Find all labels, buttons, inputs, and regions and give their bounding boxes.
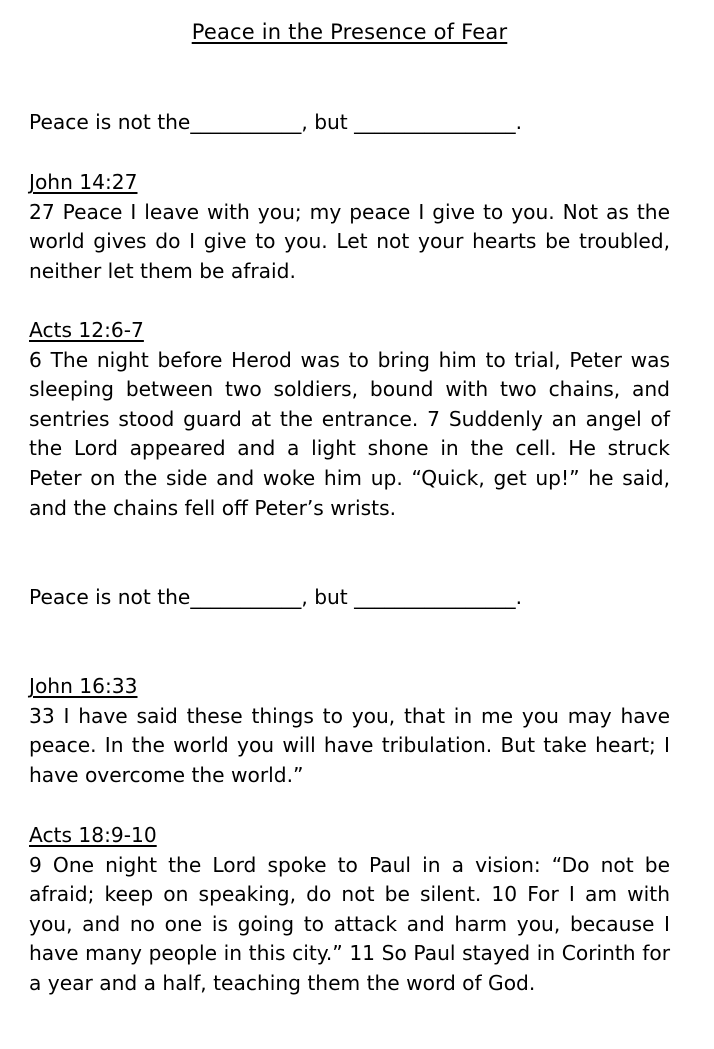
scripture-text: 9 One night the Lord spoke to Paul in a vision: “Do not be afraid; keep on speaking, do not be silent. 10 For I am with you, and no one is going to attack and harm you, because I have many people in this city.” 11 So Paul stayed in Corinth for a year and a half, teaching them the word of God. (29, 852, 670, 995)
passage-john-16-33 (29, 672, 670, 790)
scripture-text: 33 I have said these things to you, that in me you may have peace. In the world you will have tribulation. But take heart; I have overcome the world.” (29, 703, 670, 787)
scripture-text: 27 Peace I leave with you; my peace I give to you. Not as the world gives do I give to you. Let not your hearts be troubled, neither let them be afraid. (29, 199, 670, 283)
scripture-reference: John 16:33 (29, 674, 138, 698)
fill-in-text: Peace is not the___________, but ________________. (29, 585, 523, 609)
passage-acts-18-9-10 (29, 821, 670, 999)
scripture-reference: Acts 12:6-7 (29, 318, 144, 342)
scripture-reference: Acts 18:9-10 (29, 823, 157, 847)
passage-john-14-27 (29, 168, 670, 286)
passage-acts-12-6-7 (29, 316, 670, 523)
scripture-text: 6 The night before Herod was to bring him to trial, Peter was sleeping between two soldiers, bound with two chains, and sentries stood guard at the entrance. 7 Suddenly an angel of the Lord appeared and a light shone in the cell. He struck Peter on the side and woke him up. “Quick, get up!” he said, and the chains fell off Peter’s wrists. (29, 347, 670, 520)
page-title: Peace in the Presence of Fear (191, 20, 508, 44)
fill-in-blank-1 (29, 108, 670, 138)
fill-in-text: Peace is not the___________, but ________________. (29, 110, 523, 134)
scripture-reference: John 14:27 (29, 170, 138, 194)
fill-in-blank-2 (29, 583, 670, 613)
